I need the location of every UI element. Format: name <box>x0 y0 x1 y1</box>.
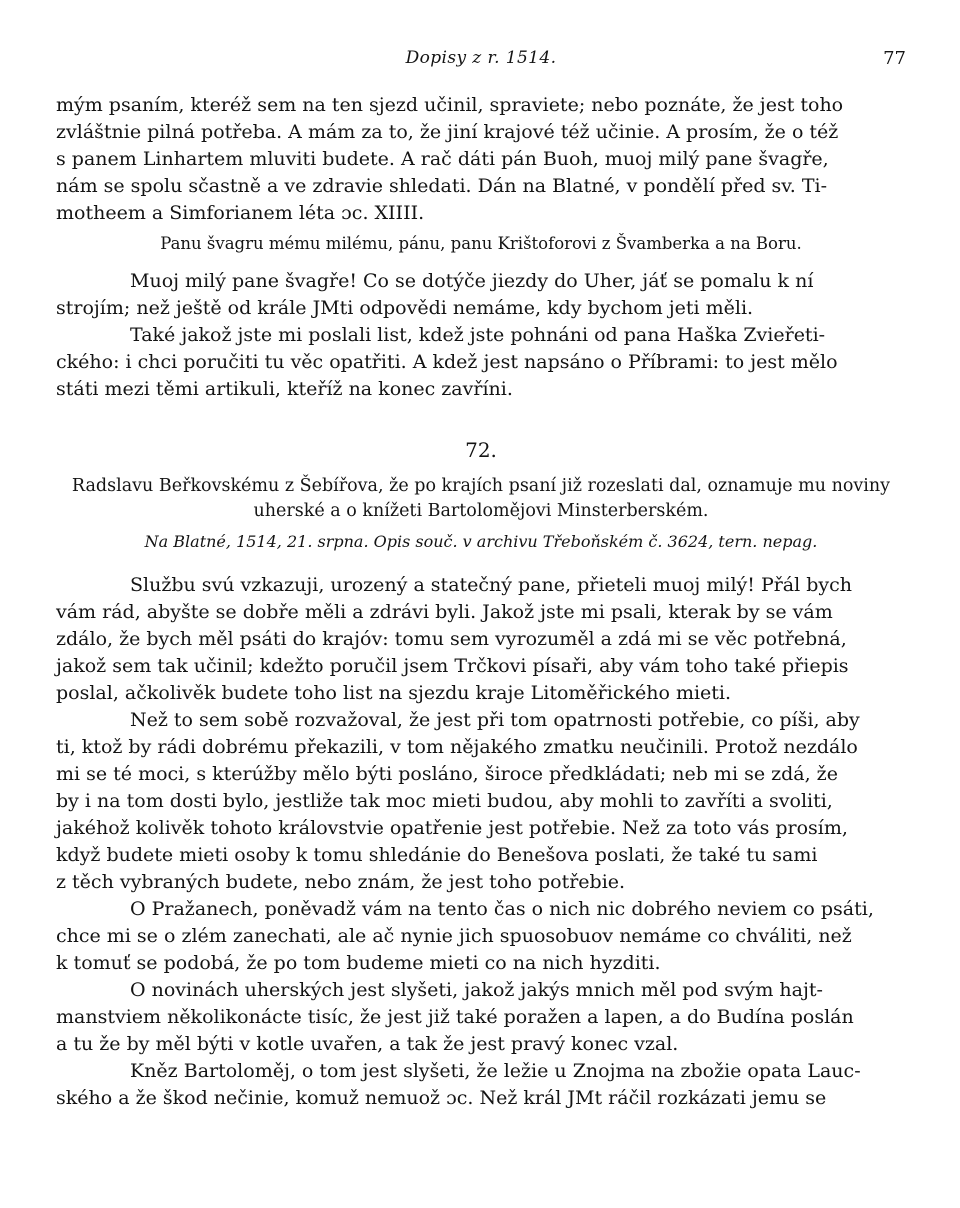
letter-body <box>56 572 906 1112</box>
text-line: zdálo, že bych měl psáti do krajóv: tomu sem vyrozuměl a zdá mi se věc potřebná, <box>56 628 847 650</box>
text-line: ckého: i chci poručiti tu věc opatřiti. A kdež jest napsáno o Příbrami: to jest mělo <box>56 351 838 373</box>
letter-summary <box>56 474 906 524</box>
text-line: strojím; než ještě od krále JMti odpovědi nemáme, kdy bychom jeti měli. <box>56 297 754 319</box>
page-header <box>56 48 906 70</box>
text-line: by i na tom dosti bylo, jestliže tak moc mieti budou, aby mohli to zavříti a svoliti, <box>56 790 833 812</box>
letter-address: Panu švagru mému milému, pánu, panu Krištoforovi z Švamberka a na Boru. <box>160 234 802 253</box>
summary-line: uherské a o knížeti Bartolomějovi Minsterberském. <box>253 501 709 521</box>
letter-address-block <box>56 230 906 257</box>
page-number: 77 <box>883 48 906 69</box>
text-line: státi mezi těmi artikuli, kteříž na konec zavříni. <box>56 378 513 400</box>
text-line: ti, ktož by rádi dobrému překazili, v tom nějakého zmatku neučinili. Protož nezdálo <box>56 736 858 758</box>
text-line: O novinách uherských jest slyšeti, jakož jakýs mnich měl pod svým hajt- <box>130 979 823 1001</box>
text-line: a tu že by měl býti v kotle uvařen, a tak že jest pravý konec vzal. <box>56 1033 679 1055</box>
text-line: O Pražanech, poněvadž vám na tento čas o nich nic dobrého neviem co psáti, <box>130 898 874 920</box>
previous-letter-continuation <box>56 92 906 227</box>
text-line: manstviem několikonácte tisíc, že jest již také poražen a lapen, a do Budína poslán <box>56 1006 854 1028</box>
text-line: jakož sem tak učinil; kdežto poručil jsem Trčkovi písaři, aby vám toho také přiepis <box>56 655 849 677</box>
text-line: vám rád, abyšte se dobře měli a zdrávi byli. Jakož jste mi psali, kterak by se vám <box>56 601 833 623</box>
text-line: mým psaním, kteréž sem na ten sjezd učinil, spraviete; nebo poznáte, že jest toho <box>56 94 844 116</box>
text-line: Také jakož jste mi poslali list, kdež jste pohnáni od pana Haška Zvieřeti- <box>130 324 826 346</box>
text-line: když budete mieti osoby k tomu shledánie do Benešova poslati, že také tu sami <box>56 844 818 866</box>
text-line: Než to sem sobě rozvažoval, že jest při tom opatrnosti potřebie, co píši, aby <box>130 709 860 731</box>
text-line: Službu svú vzkazuji, urozený a statečný pane, přieteli muoj milý! Přál bych <box>130 574 853 596</box>
text-line: ského a že škod nečinie, komuž nemuož ɔc. Než král JMt ráčil rozkázati jemu se <box>56 1087 827 1109</box>
text-line: k tomuť se podobá, že po tom budeme mieti co na nich hyzditi. <box>56 952 661 974</box>
letter-number: 72. <box>465 438 497 462</box>
text-line: poslal, ačkolivěk budete toho list na sjezdu kraje Litoměřického mieti. <box>56 682 732 704</box>
text-line: motheem a Simforianem léta ɔc. XIIII. <box>56 202 425 224</box>
text-line: Kněz Bartoloměj, o tom jest slyšeti, že ležie u Znojma na zbožie opata Lauc- <box>130 1060 861 1082</box>
text-line: chce mi se o zlém zanechati, ale ač nynie jich spuosobuov nemáme co chváliti, než <box>56 925 852 947</box>
text-line: z těch vybraných budete, nebo znám, že jest toho potřebie. <box>56 871 626 893</box>
summary-line: Radslavu Beřkovskému z Šebířova, že po krajích psaní již rozeslati dal, oznamuje mu noviny <box>71 476 891 496</box>
running-head: Dopisy z r. 1514. <box>405 48 557 68</box>
text-line: nám se spolu sčastně a ve zdravie shledati. Dán na Blatné, v pondělí před sv. Ti- <box>56 175 828 197</box>
letter-source-citation: Na Blatné, 1514, 21. srpna. Opis souč. v archivu Třeboňském č. 3624, tern. nepag. <box>144 532 818 551</box>
postscript <box>56 268 906 403</box>
text-line: mi se té moci, s kterúžby mělo býti posláno, široce předkládati; neb mi se zdá, že <box>56 763 838 785</box>
text-line: s panem Linhartem mluviti budete. A rač dáti pán Buoh, muoj milý pane švagře, <box>56 148 829 170</box>
text-line: Muoj milý pane švagře! Co se dotýče jiezdy do Uher, jáť se pomalu k ní <box>130 270 814 292</box>
text-line: jakéhož kolivěk tohoto královstvie opatřenie jest potřebie. Než za toto vás prosím, <box>56 817 848 839</box>
text-line: zvláštnie pilná potřeba. A mám za to, že jiní krajové též učinie. A prosím, že o též <box>56 121 839 143</box>
